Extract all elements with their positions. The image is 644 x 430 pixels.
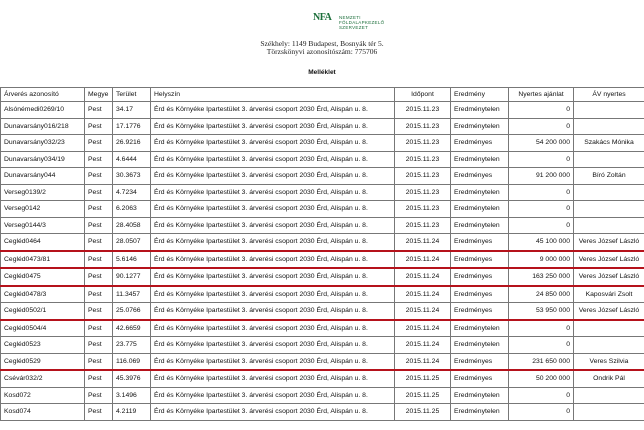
- cell-place: Érd és Környéke Ipartestület 3. árverési csoport 2030 Érd, Alispán u. 8.: [151, 135, 395, 152]
- cell-offer: 0: [509, 320, 574, 337]
- cell-area: 28.0507: [113, 234, 151, 251]
- cell-place: Érd és Környéke Ipartestület 3. árverési csoport 2030 Érd, Alispán u. 8.: [151, 404, 395, 421]
- cell-date: 2015.11.23: [395, 118, 451, 135]
- table-row: [1, 102, 644, 119]
- cell-area: 3.1496: [113, 387, 151, 404]
- cell-offer: 163 250 000: [509, 268, 574, 286]
- cell-place: Érd és Környéke Ipartestület 3. árverési csoport 2030 Érd, Alispán u. 8.: [151, 268, 395, 286]
- cell-county: Pest: [85, 337, 113, 354]
- cell-result: Eredményes: [451, 168, 509, 185]
- cell-county: Pest: [85, 151, 113, 168]
- cell-place: Érd és Környéke Ipartestület 3. árverési csoport 2030 Érd, Alispán u. 8.: [151, 234, 395, 251]
- cell-area: 25.0766: [113, 303, 151, 320]
- cell-place: Érd és Környéke Ipartestület 3. árverési csoport 2030 Érd, Alispán u. 8.: [151, 201, 395, 218]
- seat-line: Székhely: 1149 Budapest, Bosnyák tér 5.: [260, 39, 384, 48]
- cell-winner: Bíró Zoltán: [574, 168, 644, 185]
- col-header-place: Helyszín: [151, 88, 395, 102]
- table-row: [1, 135, 644, 152]
- table-row: [1, 184, 644, 201]
- cell-area: 23.775: [113, 337, 151, 354]
- logo-line: NEMZETI: [339, 14, 361, 20]
- cell-date: 2015.11.23: [395, 168, 451, 185]
- col-header-offer: Nyertes ajánlat: [509, 88, 574, 102]
- col-header-result: Eredmény: [451, 88, 509, 102]
- cell-id: Cegléd0464: [1, 234, 85, 251]
- col-header-id: Árverés azonosító: [1, 88, 85, 102]
- cell-date: 2015.11.23: [395, 217, 451, 234]
- table-row: [1, 303, 644, 320]
- cell-winner: [574, 102, 644, 119]
- cell-result: Eredménytelen: [451, 217, 509, 234]
- cell-date: 2015.11.24: [395, 251, 451, 269]
- cell-place: Érd és Környéke Ipartestület 3. árverési csoport 2030 Érd, Alispán u. 8.: [151, 337, 395, 354]
- cell-area: 4.6444: [113, 151, 151, 168]
- cell-date: 2015.11.24: [395, 234, 451, 251]
- table-row: [1, 404, 644, 421]
- cell-place: Érd és Környéke Ipartestület 3. árverési csoport 2030 Érd, Alispán u. 8.: [151, 151, 395, 168]
- cell-id: Csévár032/2: [1, 370, 85, 387]
- auction-table: [0, 87, 644, 421]
- table-header-row: [1, 88, 644, 102]
- cell-date: 2015.11.23: [395, 135, 451, 152]
- cell-offer: 231 650 000: [509, 353, 574, 370]
- cell-winner: [574, 201, 644, 218]
- cell-county: Pest: [85, 102, 113, 119]
- cell-result: Eredménytelen: [451, 201, 509, 218]
- table-row: [1, 168, 644, 185]
- logo-line: FÖLDALAPKEZELŐ: [339, 19, 385, 25]
- cell-offer: 0: [509, 404, 574, 421]
- cell-id: Verseg0142: [1, 201, 85, 218]
- cell-date: 2015.11.24: [395, 286, 451, 303]
- cell-place: Érd és Környéke Ipartestület 3. árverési csoport 2030 Érd, Alispán u. 8.: [151, 251, 395, 269]
- cell-date: 2015.11.24: [395, 353, 451, 370]
- cell-winner: [574, 151, 644, 168]
- cell-offer: 0: [509, 184, 574, 201]
- cell-date: 2015.11.24: [395, 268, 451, 286]
- cell-date: 2015.11.24: [395, 303, 451, 320]
- table-row: [1, 286, 644, 303]
- cell-area: 42.6659: [113, 320, 151, 337]
- cell-area: 17.1776: [113, 118, 151, 135]
- cell-winner: [574, 404, 644, 421]
- cell-winner: Veres Szilvia: [574, 353, 644, 370]
- cell-county: Pest: [85, 201, 113, 218]
- cell-county: Pest: [85, 168, 113, 185]
- cell-winner: [574, 118, 644, 135]
- cell-county: Pest: [85, 370, 113, 387]
- cell-area: 5.6146: [113, 251, 151, 269]
- cell-offer: 0: [509, 217, 574, 234]
- cell-county: Pest: [85, 387, 113, 404]
- cell-result: Eredménytelen: [451, 320, 509, 337]
- table-row: [1, 268, 644, 286]
- cell-id: Kosd072: [1, 387, 85, 404]
- cell-id: Cegléd0475: [1, 268, 85, 286]
- document-header: [0, 0, 644, 70]
- logo-mark: NFA: [313, 12, 332, 23]
- cell-result: Eredménytelen: [451, 404, 509, 421]
- cell-offer: 24 850 000: [509, 286, 574, 303]
- cell-id: Cegléd0478/3: [1, 286, 85, 303]
- col-header-area: Terület: [113, 88, 151, 102]
- cell-result: Eredményes: [451, 234, 509, 251]
- cell-id: Alsónémedi0269/10: [1, 102, 85, 119]
- cell-winner: Veres József László: [574, 268, 644, 286]
- cell-id: Cegléd0502/1: [1, 303, 85, 320]
- cell-id: Kosd074: [1, 404, 85, 421]
- cell-county: Pest: [85, 303, 113, 320]
- cell-winner: Veres József László: [574, 234, 644, 251]
- cell-result: Eredménytelen: [451, 118, 509, 135]
- cell-area: 116.069: [113, 353, 151, 370]
- cell-area: 90.1277: [113, 268, 151, 286]
- cell-result: Eredménytelen: [451, 184, 509, 201]
- cell-winner: Veres József László: [574, 251, 644, 269]
- cell-id: Verseg0144/3: [1, 217, 85, 234]
- cell-area: 26.9216: [113, 135, 151, 152]
- cell-winner: Veres József László: [574, 303, 644, 320]
- cell-offer: 0: [509, 118, 574, 135]
- cell-place: Érd és Környéke Ipartestület 3. árverési csoport 2030 Érd, Alispán u. 8.: [151, 387, 395, 404]
- cell-result: Eredménytelen: [451, 151, 509, 168]
- cell-place: Érd és Környéke Ipartestület 3. árverési csoport 2030 Érd, Alispán u. 8.: [151, 320, 395, 337]
- cell-area: 4.2119: [113, 404, 151, 421]
- cell-result: Eredménytelen: [451, 337, 509, 354]
- cell-id: Dunavarsány016/218: [1, 118, 85, 135]
- cell-place: Érd és Környéke Ipartestület 3. árverési csoport 2030 Érd, Alispán u. 8.: [151, 286, 395, 303]
- cell-date: 2015.11.23: [395, 201, 451, 218]
- logo-text: [339, 15, 384, 30]
- cell-id: Dunavarsány032/23: [1, 135, 85, 152]
- nfa-logo: [313, 10, 413, 34]
- cell-id: Cegléd0523: [1, 337, 85, 354]
- cell-date: 2015.11.25: [395, 404, 451, 421]
- cell-result: Eredményes: [451, 353, 509, 370]
- table-row: [1, 151, 644, 168]
- table-row: [1, 251, 644, 269]
- table-row: [1, 337, 644, 354]
- cell-result: Eredményes: [451, 135, 509, 152]
- cell-date: 2015.11.25: [395, 387, 451, 404]
- cell-date: 2015.11.24: [395, 337, 451, 354]
- table-row: [1, 387, 644, 404]
- cell-offer: 0: [509, 387, 574, 404]
- cell-place: Érd és Környéke Ipartestület 3. árverési csoport 2030 Érd, Alispán u. 8.: [151, 102, 395, 119]
- cell-date: 2015.11.23: [395, 184, 451, 201]
- cell-county: Pest: [85, 286, 113, 303]
- cell-place: Érd és Környéke Ipartestület 3. árverési csoport 2030 Érd, Alispán u. 8.: [151, 353, 395, 370]
- cell-offer: 91 200 000: [509, 168, 574, 185]
- cell-county: Pest: [85, 268, 113, 286]
- cell-result: Eredményes: [451, 268, 509, 286]
- cell-date: 2015.11.23: [395, 102, 451, 119]
- cell-area: 4.7234: [113, 184, 151, 201]
- cell-id: Cegléd0504/4: [1, 320, 85, 337]
- table-row: [1, 234, 644, 251]
- cell-winner: [574, 217, 644, 234]
- cell-offer: 9 000 000: [509, 251, 574, 269]
- cell-county: Pest: [85, 234, 113, 251]
- cell-place: Érd és Környéke Ipartestület 3. árverési csoport 2030 Érd, Alispán u. 8.: [151, 370, 395, 387]
- cell-offer: 45 100 000: [509, 234, 574, 251]
- cell-place: Érd és Környéke Ipartestület 3. árverési csoport 2030 Érd, Alispán u. 8.: [151, 168, 395, 185]
- cell-offer: 0: [509, 201, 574, 218]
- cell-result: Eredményes: [451, 303, 509, 320]
- cell-county: Pest: [85, 184, 113, 201]
- table-row: [1, 370, 644, 387]
- cell-winner: [574, 387, 644, 404]
- cell-county: Pest: [85, 118, 113, 135]
- table-body: [1, 102, 644, 421]
- cell-id: Dunavarsány034/19: [1, 151, 85, 168]
- cell-offer: 53 950 000: [509, 303, 574, 320]
- cell-winner: Ondrik Pál: [574, 370, 644, 387]
- cell-date: 2015.11.24: [395, 320, 451, 337]
- cell-id: Cegléd0529: [1, 353, 85, 370]
- cell-county: Pest: [85, 217, 113, 234]
- cell-result: Eredményes: [451, 286, 509, 303]
- cell-area: 30.3673: [113, 168, 151, 185]
- cell-id: Cegléd0473/81: [1, 251, 85, 269]
- cell-area: 34.17: [113, 102, 151, 119]
- cell-winner: Szakács Mónika: [574, 135, 644, 152]
- cell-id: Dunavarsány044: [1, 168, 85, 185]
- cell-place: Érd és Környéke Ipartestület 3. árverési csoport 2030 Érd, Alispán u. 8.: [151, 303, 395, 320]
- cell-id: Verseg0139/2: [1, 184, 85, 201]
- cell-area: 28.4058: [113, 217, 151, 234]
- cell-result: Eredményes: [451, 370, 509, 387]
- col-header-county: Megye: [85, 88, 113, 102]
- seat-address: [0, 40, 644, 56]
- cell-place: Érd és Környéke Ipartestület 3. árverési csoport 2030 Érd, Alispán u. 8.: [151, 118, 395, 135]
- cell-offer: 50 200 000: [509, 370, 574, 387]
- cell-offer: 54 200 000: [509, 135, 574, 152]
- cell-county: Pest: [85, 135, 113, 152]
- cell-county: Pest: [85, 251, 113, 269]
- cell-county: Pest: [85, 353, 113, 370]
- cell-result: Eredménytelen: [451, 102, 509, 119]
- cell-offer: 0: [509, 102, 574, 119]
- cell-winner: Kaposvári Zsolt: [574, 286, 644, 303]
- logo-line: SZERVEZET: [339, 24, 369, 30]
- table-row: [1, 201, 644, 218]
- col-header-winner: ÁV nyertes: [574, 88, 644, 102]
- cell-place: Érd és Környéke Ipartestület 3. árverési csoport 2030 Érd, Alispán u. 8.: [151, 184, 395, 201]
- cell-result: Eredményes: [451, 251, 509, 269]
- cell-offer: 0: [509, 151, 574, 168]
- cell-area: 11.3457: [113, 286, 151, 303]
- cell-date: 2015.11.25: [395, 370, 451, 387]
- cell-area: 6.2063: [113, 201, 151, 218]
- cell-result: Eredménytelen: [451, 387, 509, 404]
- col-header-date: Időpont: [395, 88, 451, 102]
- table-row: [1, 118, 644, 135]
- cell-winner: [574, 184, 644, 201]
- table-row: [1, 353, 644, 370]
- cell-county: Pest: [85, 404, 113, 421]
- cell-winner: [574, 320, 644, 337]
- cell-date: 2015.11.23: [395, 151, 451, 168]
- cell-county: Pest: [85, 320, 113, 337]
- annex-title: Melléklet: [308, 69, 336, 76]
- registry-line: Törzskönyvi azonosítószám: 775706: [266, 47, 378, 56]
- cell-winner: [574, 337, 644, 354]
- cell-place: Érd és Környéke Ipartestület 3. árverési csoport 2030 Érd, Alispán u. 8.: [151, 217, 395, 234]
- cell-area: 45.3976: [113, 370, 151, 387]
- table-row: [1, 320, 644, 337]
- cell-offer: 0: [509, 337, 574, 354]
- table-row: [1, 217, 644, 234]
